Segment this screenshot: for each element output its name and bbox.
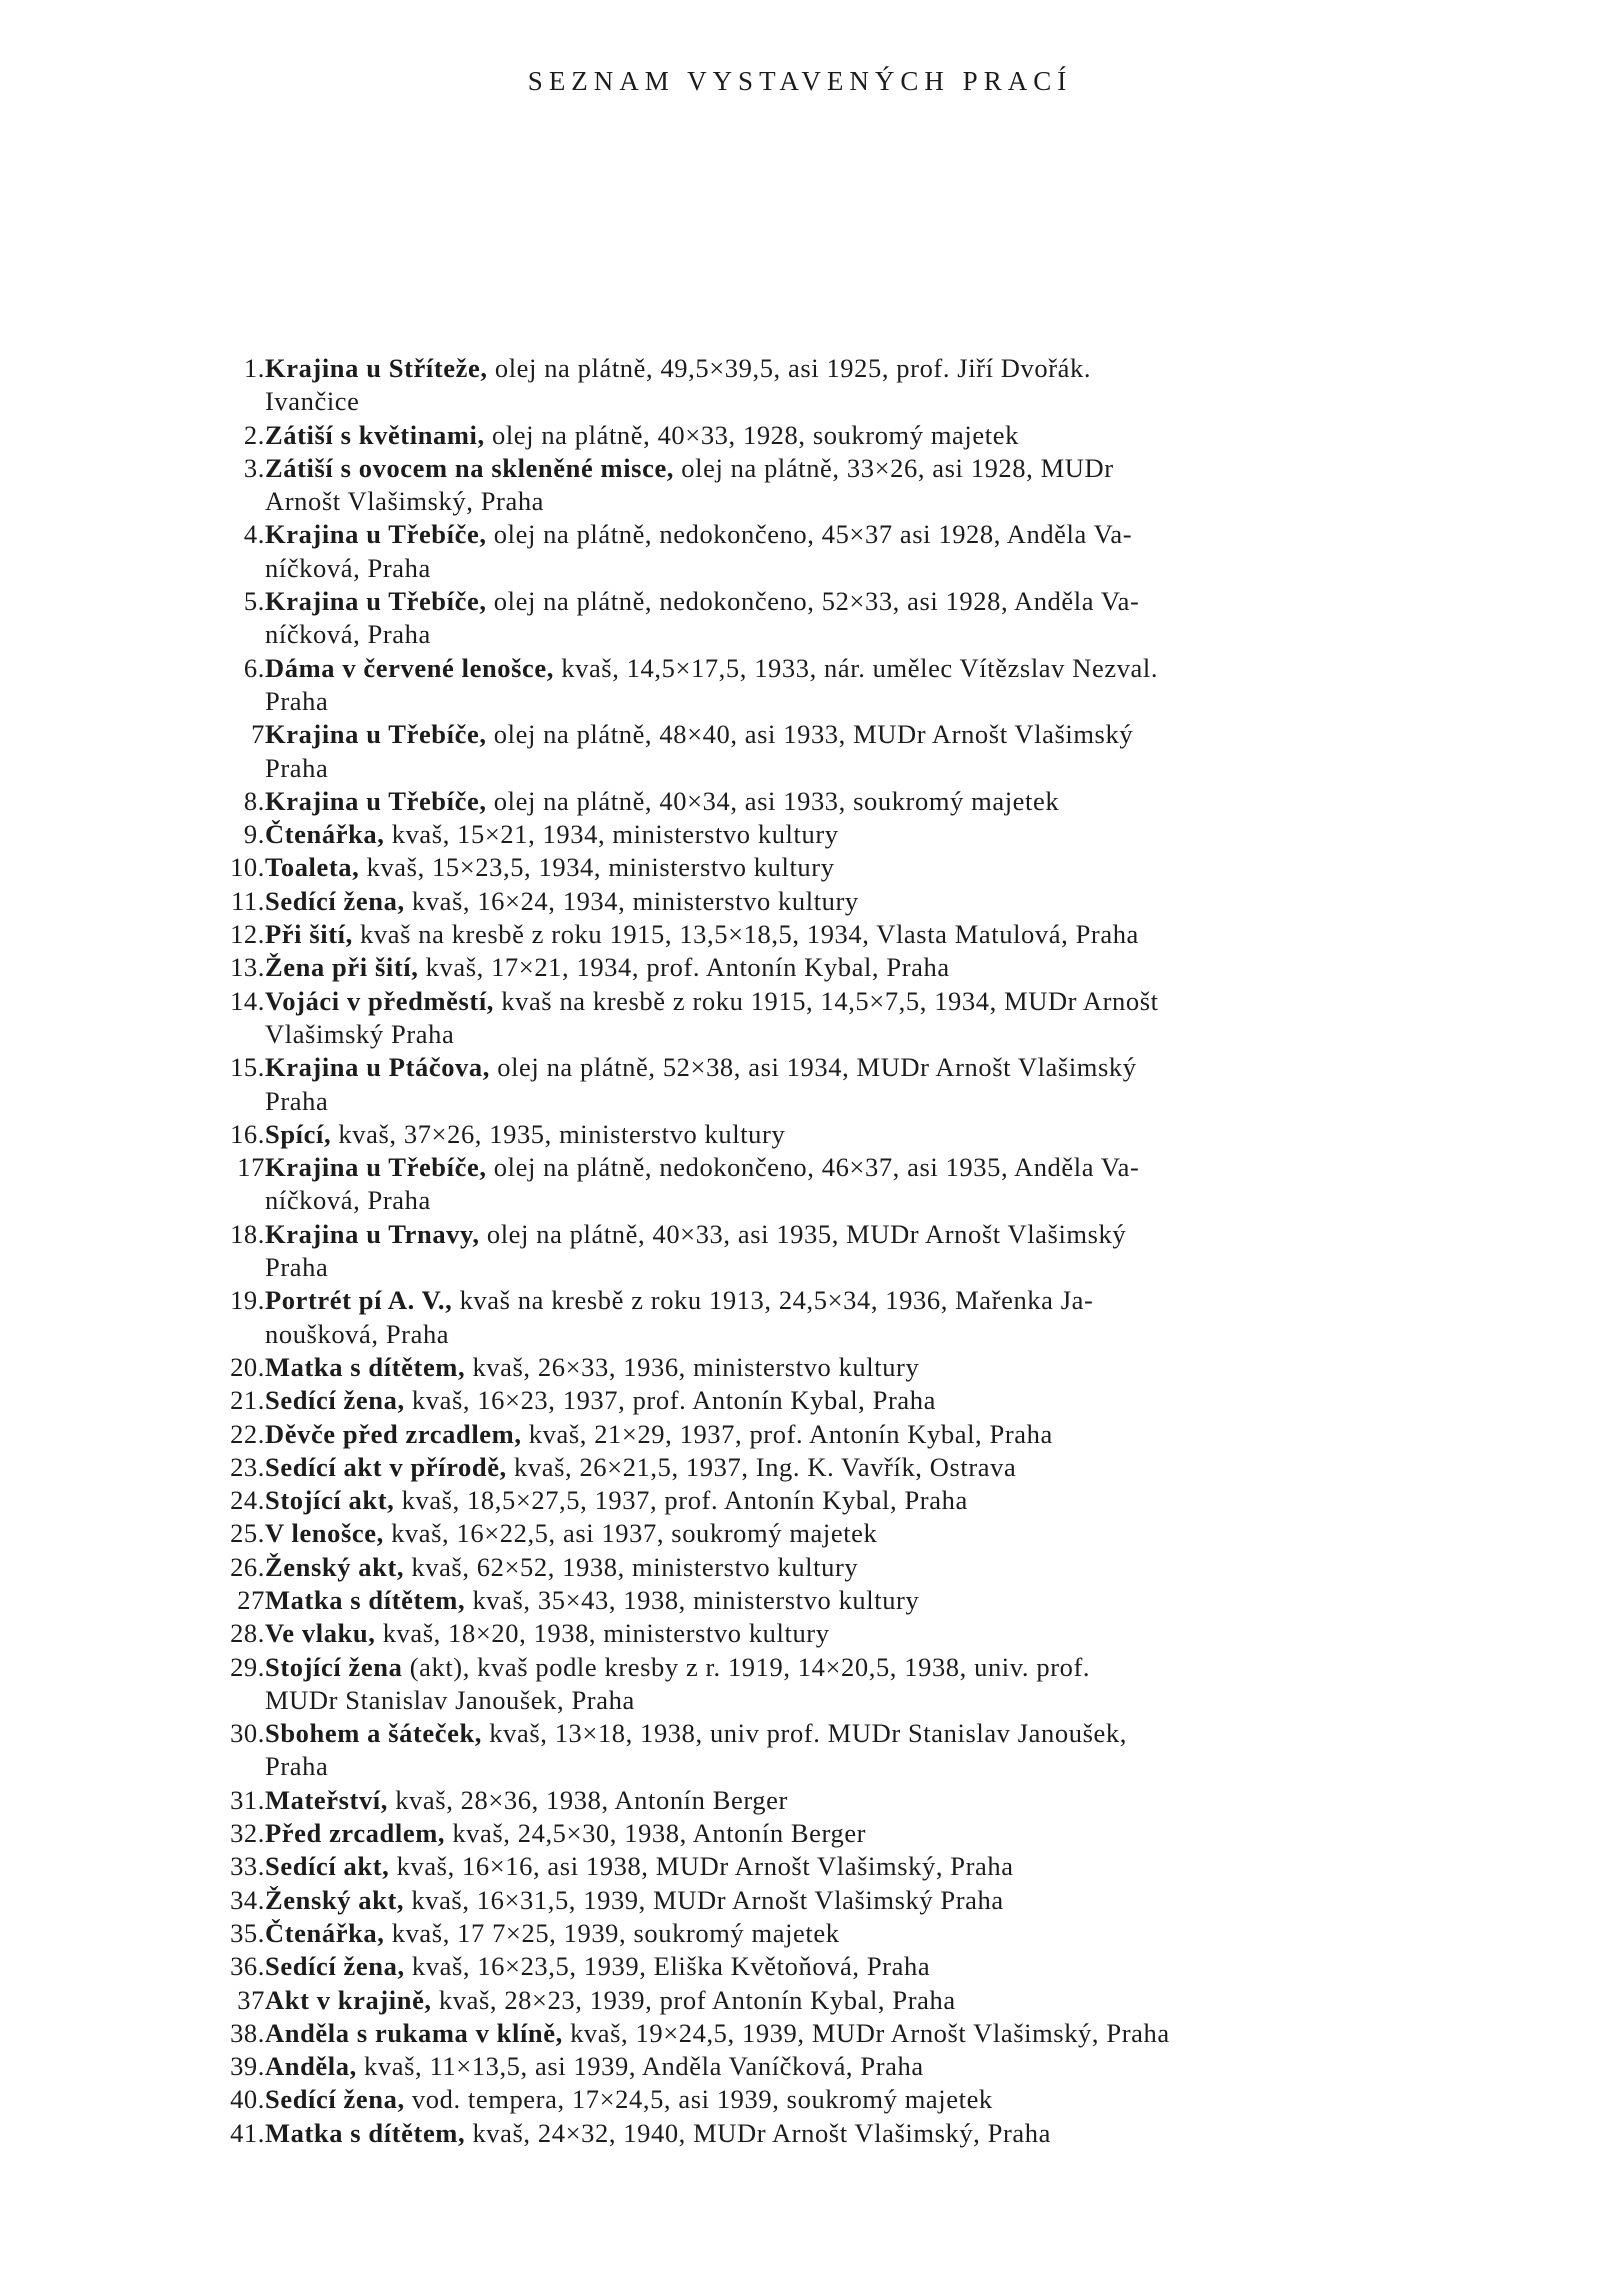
entry-line [265, 1284, 1406, 1317]
entry-line [265, 2050, 1406, 2083]
list-item [196, 818, 1406, 851]
entry-title: Mateřství, [265, 1784, 388, 1815]
entry-line [265, 1584, 1406, 1617]
entry-details: olej na plátně, 49,5×39,5, asi 1925, prof. Jiří Dvořák. [487, 353, 1092, 383]
entry-text [265, 1584, 1406, 1617]
entry-title: Žena při šití, [265, 952, 419, 983]
entry-line [265, 1917, 1406, 1950]
entry-title: Matka s dítětem, [265, 1584, 466, 1615]
entry-details: olej na plátně, nedokončeno, 45×37 asi 1928, Anděla Va- [486, 519, 1133, 550]
entry-line [265, 1484, 1406, 1517]
entry-title: V lenošce, [265, 1518, 384, 1549]
entry-line [265, 1018, 1406, 1051]
entry-line [265, 419, 1406, 452]
entry-title: Stojící akt, [265, 1485, 395, 1516]
entry-number: 30. [230, 1718, 265, 1749]
entry-line [265, 2083, 1406, 2116]
entry-details: kvaš, 16×22,5, asi 1937, soukromý majetek [383, 1518, 878, 1549]
entry-number: 31. [230, 1784, 265, 1815]
entry-number: 24. [230, 1485, 265, 1516]
entry-details: kvaš, 16×16, asi 1938, MUDr Arnošt Vlašimský, Praha [389, 1851, 1014, 1882]
entry-title: Toaleta, [265, 852, 360, 883]
list-item [196, 2050, 1406, 2083]
entry-number: 28. [230, 1618, 265, 1649]
entry-text [265, 1850, 1406, 1883]
list-item [196, 1651, 1406, 1718]
entry-title: Matka s dítětem, [265, 1351, 466, 1382]
entry-line [265, 518, 1406, 551]
entry-line [265, 951, 1406, 984]
entry-text [265, 1384, 1406, 1417]
entry-line [265, 618, 1406, 651]
entry-number: 35. [230, 1917, 265, 1948]
entry-text [265, 1717, 1406, 1784]
entry-title: Krajina u Třebíče, [265, 519, 487, 550]
list-item [196, 1418, 1406, 1451]
entry-text [265, 1284, 1406, 1351]
entry-number: 22. [230, 1418, 265, 1449]
entry-details: kvaš, 28×23, 1939, prof Antonín Kybal, Praha [431, 1984, 956, 2015]
entry-details: olej na plátně, 52×38, asi 1934, MUDr Arnošt Vlašimský [490, 1052, 1137, 1083]
list-item [196, 785, 1406, 818]
list-item [196, 1917, 1406, 1950]
entry-number: 13. [230, 952, 265, 983]
entry-title: Matka s dítětem, [265, 2117, 466, 2148]
entry-line [265, 552, 1406, 585]
catalog-list [196, 352, 1406, 2150]
entry-line [265, 1384, 1406, 1417]
entry-text [265, 1551, 1406, 1584]
entry-title: Před zrcadlem, [265, 1818, 446, 1849]
entry-text [265, 1118, 1406, 1151]
entry-line [265, 1184, 1406, 1217]
entry-details: kvaš, 17 7×25, 1939, soukromý majetek [384, 1917, 840, 1948]
entry-number: 29. [230, 1651, 265, 1682]
list-item [196, 452, 1406, 519]
entry-title: Anděla, [265, 2051, 357, 2082]
entry-details: Vlašimský Praha [265, 1018, 455, 1049]
entry-title: Zátiší s květinami, [265, 419, 485, 450]
entry-line [265, 1784, 1406, 1817]
entry-number: 26. [230, 1551, 265, 1582]
entry-text [265, 1651, 1406, 1718]
entry-title: Krajina u Třebíče, [265, 586, 487, 617]
entry-text [265, 785, 1406, 818]
list-item [196, 1284, 1406, 1351]
entry-number: 23. [230, 1451, 265, 1482]
entry-line [265, 1750, 1406, 1783]
entry-title: Portrét pí A. V., [265, 1285, 453, 1316]
entry-number: 6. [243, 652, 265, 683]
entry-title: Anděla s rukama v klíně, [265, 2017, 563, 2048]
entry-text [265, 1218, 1406, 1285]
entry-number: 9. [243, 819, 265, 850]
list-item [196, 1051, 1406, 1118]
entry-line [265, 918, 1406, 951]
entry-details: kvaš, 26×21,5, 1937, Ing. K. Vavřík, Ostrava [506, 1451, 1017, 1482]
entry-line [265, 1551, 1406, 1584]
list-item [196, 1218, 1406, 1285]
entry-details: kvaš, 15×23,5, 1934, ministerstvo kultury [359, 852, 835, 883]
entry-text [265, 1051, 1406, 1118]
entry-details: Praha [265, 1252, 329, 1283]
entry-line [265, 585, 1406, 618]
entry-number: 4. [243, 519, 265, 550]
list-item [196, 652, 1406, 719]
entry-number: 34. [230, 1884, 265, 1915]
entry-details: kvaš, 14,5×17,5, 1933, nár. umělec Vítězslav Nezval. [554, 652, 1159, 683]
entry-line [265, 1051, 1406, 1084]
list-item [196, 851, 1406, 884]
entry-text [265, 2117, 1406, 2150]
entry-line [265, 1318, 1406, 1351]
entry-details: kvaš, 16×23, 1937, prof. Antonín Kybal, Praha [404, 1385, 936, 1416]
entry-title: Děvče před zrcadlem, [265, 1418, 522, 1449]
entry-number: 32. [230, 1818, 265, 1849]
entry-title: Zátiší s ovocem na skleněné misce, [265, 452, 675, 483]
entry-details: Praha [265, 752, 329, 783]
entry-line [265, 1651, 1406, 1684]
entry-number: 16. [230, 1118, 265, 1149]
entry-title: Sedící akt, [265, 1851, 390, 1882]
entry-line [265, 1218, 1406, 1251]
list-item [196, 1584, 1406, 1617]
entry-number: 3. [243, 452, 265, 483]
entry-details: kvaš, 17×21, 1934, prof. Antonín Kybal, Praha [418, 952, 950, 983]
entry-number: 37 [237, 1984, 265, 2015]
entry-title: Při šití, [265, 919, 353, 950]
entry-details: níčková, Praha [265, 1185, 431, 1216]
entry-line [265, 1684, 1406, 1717]
entry-line [265, 985, 1406, 1018]
entry-line [265, 1817, 1406, 1850]
entry-number: 33. [230, 1851, 265, 1882]
entry-text [265, 985, 1406, 1052]
entry-title: Krajina u Třebíče, [265, 719, 487, 750]
entry-text [265, 951, 1406, 984]
entry-details: kvaš, 28×36, 1938, Antonín Berger [388, 1784, 788, 1815]
list-item [196, 1984, 1406, 2017]
entry-details: olej na plátně, nedokončeno, 46×37, asi 1935, Anděla Va- [486, 1152, 1140, 1183]
entry-title: Sedící žena, [265, 885, 405, 916]
entry-details: Praha [265, 685, 329, 716]
entry-number: 1. [243, 353, 265, 383]
entry-details: kvaš, 18,5×27,5, 1937, prof. Antonín Kybal, Praha [394, 1485, 968, 1516]
list-item [196, 918, 1406, 951]
entry-text [265, 1451, 1406, 1484]
entry-text [265, 885, 1406, 918]
entry-line [265, 1950, 1406, 1983]
entry-line [265, 1984, 1406, 2017]
entry-line [265, 818, 1406, 851]
entry-number: 21. [230, 1385, 265, 1416]
list-item [196, 518, 1406, 585]
entry-title: Vojáci v předměstí, [265, 985, 495, 1016]
list-item [196, 1517, 1406, 1550]
entry-title: Ženský akt, [265, 1551, 405, 1582]
entry-line [265, 1451, 1406, 1484]
list-item [196, 1817, 1406, 1850]
entry-title: Spící, [265, 1118, 332, 1149]
entry-details: olej na plátně, 40×33, 1928, soukromý majetek [484, 419, 1019, 450]
entry-details: kvaš, 18×20, 1938, ministerstvo kultury [375, 1618, 830, 1649]
entry-line [265, 652, 1406, 685]
entry-line [265, 352, 1406, 385]
entry-number: 8. [243, 785, 265, 816]
entry-number: 39. [230, 2051, 265, 2082]
entry-title: Čtenářka, [265, 1917, 385, 1948]
list-item [196, 1451, 1406, 1484]
entry-details: kvaš, 35×43, 1938, ministerstvo kultury [465, 1584, 920, 1615]
entry-details: olej na plátně, 40×33, asi 1935, MUDr Arnošt Vlašimský [479, 1218, 1127, 1249]
entry-text [265, 2083, 1406, 2116]
entry-line [265, 1251, 1406, 1284]
entry-text [265, 2017, 1406, 2050]
entry-details: kvaš, 16×31,5, 1939, MUDr Arnošt Vlašimský Praha [404, 1884, 1004, 1915]
entry-title: Krajina u Ptáčova, [265, 1052, 490, 1083]
entry-text [265, 1884, 1406, 1917]
list-item [196, 1850, 1406, 1883]
entry-details: MUDr Stanislav Janoušek, Praha [265, 1684, 635, 1715]
entry-title: Krajina u Třebíče, [265, 785, 487, 816]
list-item [196, 1151, 1406, 1218]
list-item [196, 1484, 1406, 1517]
list-item [196, 1351, 1406, 1384]
entry-details: Praha [265, 1751, 329, 1782]
entry-number: 40. [230, 2084, 265, 2115]
entry-text [265, 1418, 1406, 1451]
entry-line [265, 1418, 1406, 1451]
entry-title: Sedící akt v přírodě, [265, 1451, 507, 1482]
entry-line [265, 1151, 1406, 1184]
entry-details: olej na plátně, nedokončeno, 52×33, asi 1928, Anděla Va- [486, 586, 1140, 617]
entry-text [265, 818, 1406, 851]
entry-line [265, 1884, 1406, 1917]
entry-number: 18. [230, 1218, 265, 1249]
list-item [196, 885, 1406, 918]
entry-title: Ve vlaku, [265, 1618, 376, 1649]
entry-title: Krajina u Stříteže, [265, 353, 488, 383]
entry-details: kvaš, 16×24, 1934, ministerstvo kultury [404, 885, 859, 916]
entry-line [265, 1850, 1406, 1883]
entry-text [265, 1784, 1406, 1817]
entry-title: Stojící žena [265, 1651, 403, 1682]
entry-line [265, 1351, 1406, 1384]
entry-text [265, 1984, 1406, 2017]
entry-text [265, 1617, 1406, 1650]
list-item [196, 2083, 1406, 2116]
entry-text [265, 652, 1406, 719]
entry-text [265, 851, 1406, 884]
entry-title: Dáma v červené lenošce, [265, 652, 555, 683]
entry-line [265, 2017, 1406, 2050]
entry-line [265, 1118, 1406, 1151]
list-item [196, 1784, 1406, 1817]
entry-details: níčková, Praha [265, 619, 431, 650]
entry-number: 12. [230, 919, 265, 950]
entry-title: Ženský akt, [265, 1884, 405, 1915]
entry-details: olej na plátně, 33×26, asi 1928, MUDr [674, 452, 1114, 483]
entry-line [265, 385, 1406, 418]
entry-details: olej na plátně, 40×34, asi 1933, soukromý majetek [486, 785, 1060, 816]
entry-number: 17 [237, 1152, 265, 1183]
entry-details: kvaš, 19×24,5, 1939, MUDr Arnošt Vlašimský, Praha [562, 2017, 1170, 2048]
entry-details: Praha [265, 1085, 329, 1116]
entry-text [265, 518, 1406, 585]
entry-line [265, 851, 1406, 884]
entry-text [265, 1917, 1406, 1950]
list-item [196, 718, 1406, 785]
entry-details: kvaš, 16×23,5, 1939, Eliška Květoňová, Praha [404, 1951, 931, 1982]
entry-line [265, 1517, 1406, 1550]
entry-number: 41. [230, 2117, 265, 2148]
entry-details: kvaš, 24×32, 1940, MUDr Arnošt Vlašimský, Praha [465, 2117, 1051, 2148]
list-item [196, 1950, 1406, 1983]
entry-title: Akt v krajině, [265, 1984, 432, 2015]
list-item [196, 352, 1406, 419]
entry-text [265, 419, 1406, 452]
entry-title: Krajina u Třebíče, [265, 1152, 487, 1183]
entry-details: kvaš, 11×13,5, asi 1939, Anděla Vaníčková, Praha [356, 2051, 924, 2082]
entry-text [265, 1517, 1406, 1550]
entry-title: Čtenářka, [265, 819, 385, 850]
entry-details: Ivančice [265, 386, 360, 417]
entry-text [265, 1817, 1406, 1850]
entry-title: Sedící žena, [265, 1385, 405, 1416]
entry-details: kvaš na kresbě z roku 1915, 13,5×18,5, 1934, Vlasta Matulová, Praha [352, 919, 1139, 950]
entry-number: 2. [243, 419, 265, 450]
entry-line [265, 1617, 1406, 1650]
list-item [196, 1118, 1406, 1151]
entry-number: 27 [237, 1584, 265, 1615]
entry-text [265, 1484, 1406, 1517]
entry-number: 11. [231, 885, 265, 916]
entry-details: vod. tempera, 17×24,5, asi 1939, soukromý majetek [404, 2084, 993, 2115]
entry-details: kvaš, 15×21, 1934, ministerstvo kultury [384, 819, 839, 850]
entry-details: kvaš, 24,5×30, 1938, Antonín Berger [445, 1818, 867, 1849]
list-item [196, 1551, 1406, 1584]
entry-number: 19. [230, 1285, 265, 1316]
entry-text [265, 718, 1406, 785]
entry-details: kvaš, 21×29, 1937, prof. Antonín Kybal, Praha [521, 1418, 1053, 1449]
list-item [196, 1884, 1406, 1917]
entry-line [265, 685, 1406, 718]
entry-line [265, 718, 1406, 751]
entry-number: 7 [251, 719, 265, 750]
list-item [196, 2117, 1406, 2150]
entry-text [265, 918, 1406, 951]
entry-line [265, 785, 1406, 818]
entry-line [265, 485, 1406, 518]
entry-text [265, 2050, 1406, 2083]
list-item [196, 2017, 1406, 2050]
entry-line [265, 1717, 1406, 1750]
list-item [196, 1617, 1406, 1650]
entry-details: kvaš, 26×33, 1936, ministerstvo kultury [465, 1351, 920, 1382]
list-item [196, 951, 1406, 984]
entry-text [265, 1351, 1406, 1384]
entry-number: 36. [230, 1951, 265, 1982]
entry-line [265, 752, 1406, 785]
list-item [196, 985, 1406, 1052]
entry-number: 25. [230, 1518, 265, 1549]
entry-text [265, 352, 1406, 419]
list-item [196, 1384, 1406, 1417]
list-item [196, 1717, 1406, 1784]
entry-line [265, 452, 1406, 485]
entry-number: 38. [230, 2017, 265, 2048]
entry-title: Sedící žena, [265, 1951, 405, 1982]
entry-details: kvaš na kresbě z roku 1915, 14,5×7,5, 1934, MUDr Arnošt [494, 985, 1159, 1016]
entry-details: Arnošt Vlašimský, Praha [265, 486, 545, 517]
list-item [196, 585, 1406, 652]
entry-title: Sbohem a šáteček, [265, 1718, 483, 1749]
entry-text [265, 1950, 1406, 1983]
entry-text [265, 1151, 1406, 1218]
entry-details: olej na plátně, 48×40, asi 1933, MUDr Arnošt Vlašimský [486, 719, 1134, 750]
entry-text [265, 452, 1406, 519]
list-item [196, 419, 1406, 452]
entry-details: kvaš na kresbě z roku 1913, 24,5×34, 1936, Mařenka Ja- [452, 1285, 1094, 1316]
page-title: SEZNAM VYSTAVENÝCH PRACÍ [527, 66, 1073, 97]
entry-number: 14. [230, 985, 265, 1016]
entry-number: 15. [230, 1052, 265, 1083]
entry-number: 10. [230, 852, 265, 883]
entry-title: Sedící žena, [265, 2084, 405, 2115]
entry-details: kvaš, 62×52, 1938, ministerstvo kultury [404, 1551, 859, 1582]
entry-line [265, 1085, 1406, 1118]
entry-line [265, 2117, 1406, 2150]
entry-details: níčková, Praha [265, 552, 431, 583]
entry-details: (akt), kvaš podle kresby z r. 1919, 14×20,5, 1938, univ. prof. [402, 1651, 1091, 1682]
entry-details: kvaš, 37×26, 1935, ministerstvo kultury [331, 1118, 786, 1149]
entry-number: 5. [243, 586, 265, 617]
entry-text [265, 585, 1406, 652]
entry-details: noušková, Praha [265, 1318, 450, 1349]
entry-title: Krajina u Trnavy, [265, 1218, 480, 1249]
entry-details: kvaš, 13×18, 1938, univ prof. MUDr Stanislav Janoušek, [482, 1718, 1127, 1749]
entry-line [265, 885, 1406, 918]
entry-number: 20. [230, 1351, 265, 1382]
